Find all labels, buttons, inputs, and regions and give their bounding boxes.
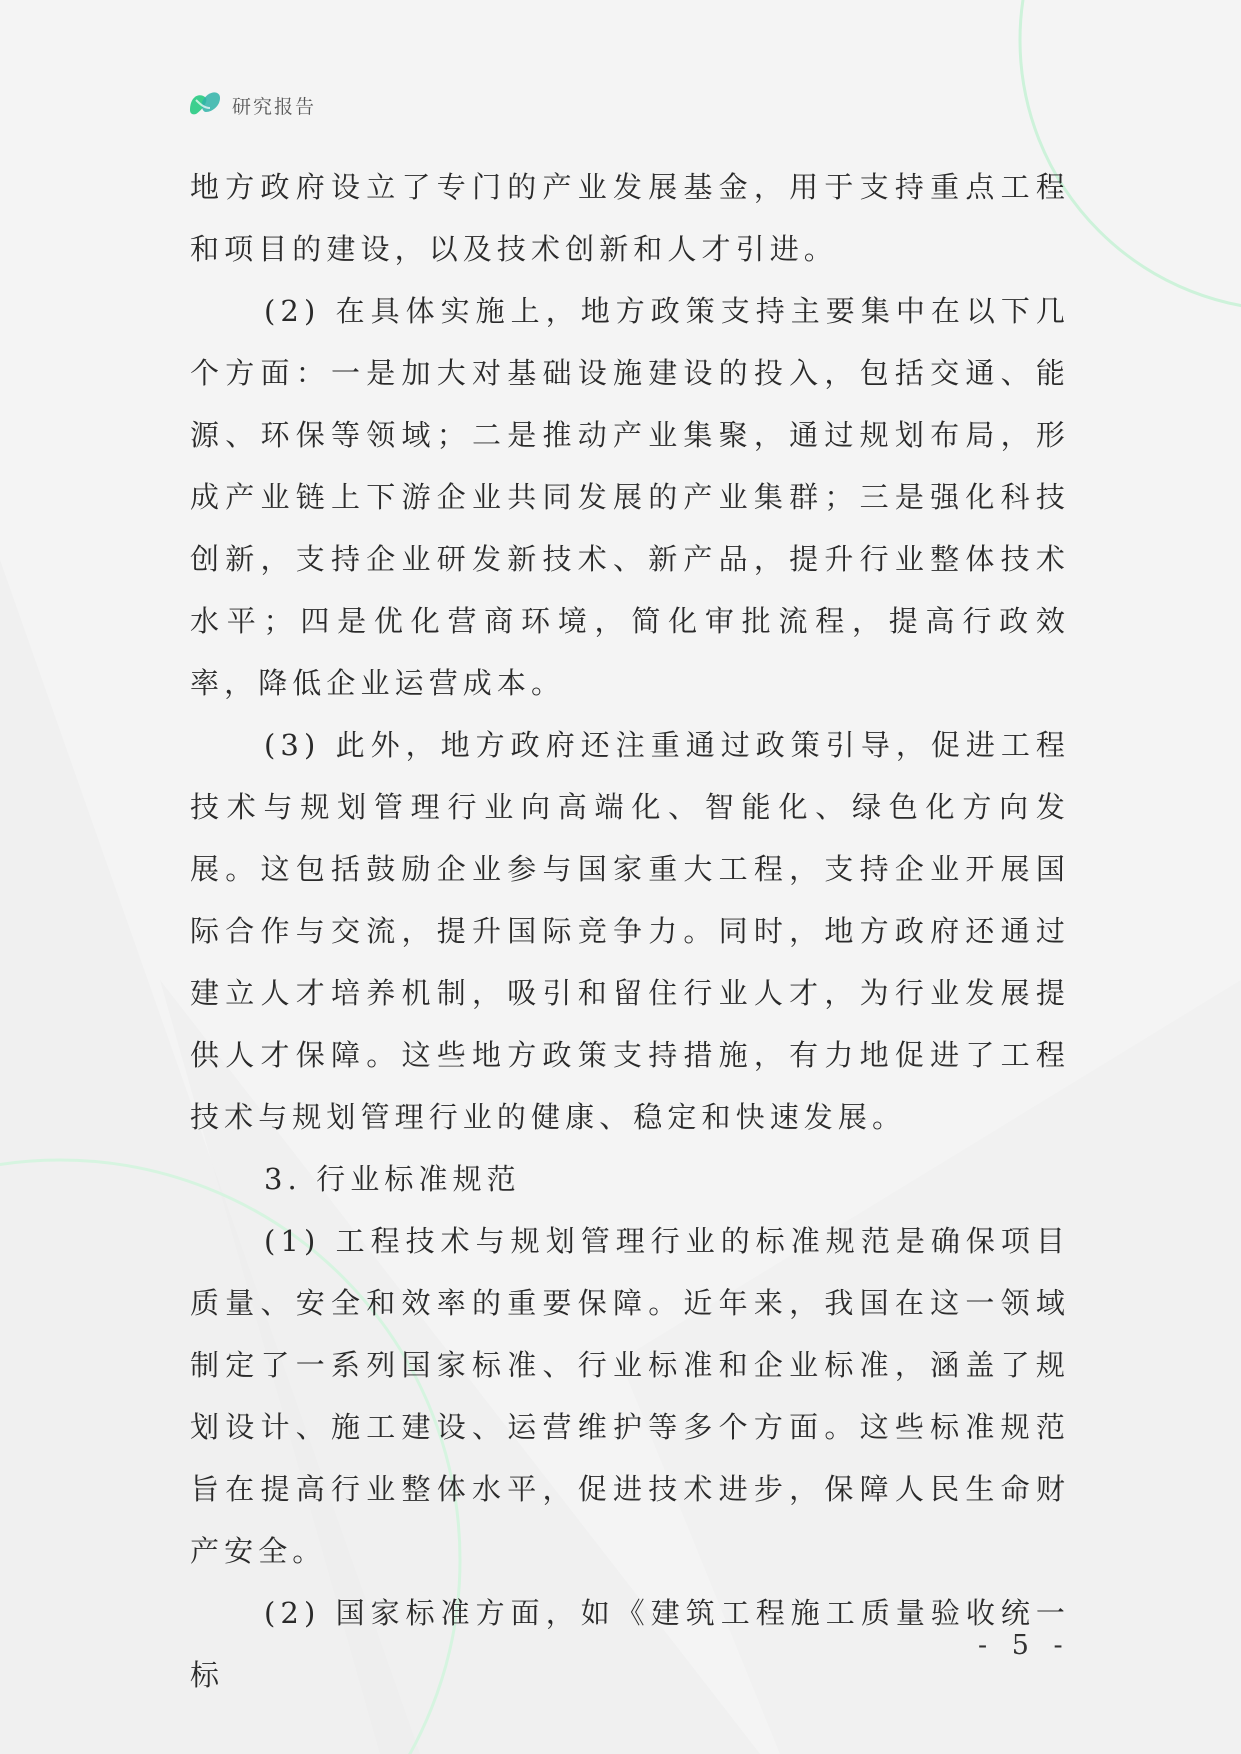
paragraph: (2) 国家标准方面，如《建筑工程施工质量验收统一标 — [190, 1596, 1070, 1692]
page-number: - 5 - — [978, 1630, 1071, 1661]
leaf-logo-icon — [186, 88, 224, 122]
paragraph: (1) 工程技术与规划管理行业的标准规范是确保项目质量、安全和效率的重要保障。近年来，我国在这一领域制定了一系列国家标准、行业标准和企业标准，涵盖了规划设计、施工建设、运营维护等多个方面。这些标准规范旨在提高行业整体水平，促进技术进步，保障人民生命财产安全。 — [190, 1224, 1070, 1568]
section-heading: 3. 行业标准规范 — [264, 1162, 521, 1196]
document-body — [190, 156, 1070, 1706]
report-header — [186, 88, 316, 122]
header-title: 研究报告 — [232, 95, 317, 118]
paragraph: (3) 此外，地方政府还注重通过政策引导，促进工程技术与规划管理行业向高端化、智能化、绿色化方向发展。这包括鼓励企业参与国家重大工程，支持企业开展国际合作与交流，提升国际竞争力。同时，地方政府还通过建立人才培养机制，吸引和留住行业人才，为行业发展提供人才保障。这些地方政策支持措施，有力地促进了工程技术与规划管理行业的健康、稳定和快速发展。 — [190, 728, 1070, 1134]
paragraph: (2) 在具体实施上，地方政策支持主要集中在以下几个方面：一是加大对基础设施建设的投入，包括交通、能源、环保等领域；二是推动产业集聚，通过规划布局，形成产业链上下游企业共同发展的产业集群；三是强化科技创新，支持企业研发新技术、新产品，提升行业整体技术水平；四是优化营商环境，简化审批流程，提高行政效率，降低企业运营成本。 — [190, 294, 1070, 700]
paragraph: 地方政府设立了专门的产业发展基金，用于支持重点工程和项目的建设，以及技术创新和人才引进。 — [190, 170, 1070, 266]
